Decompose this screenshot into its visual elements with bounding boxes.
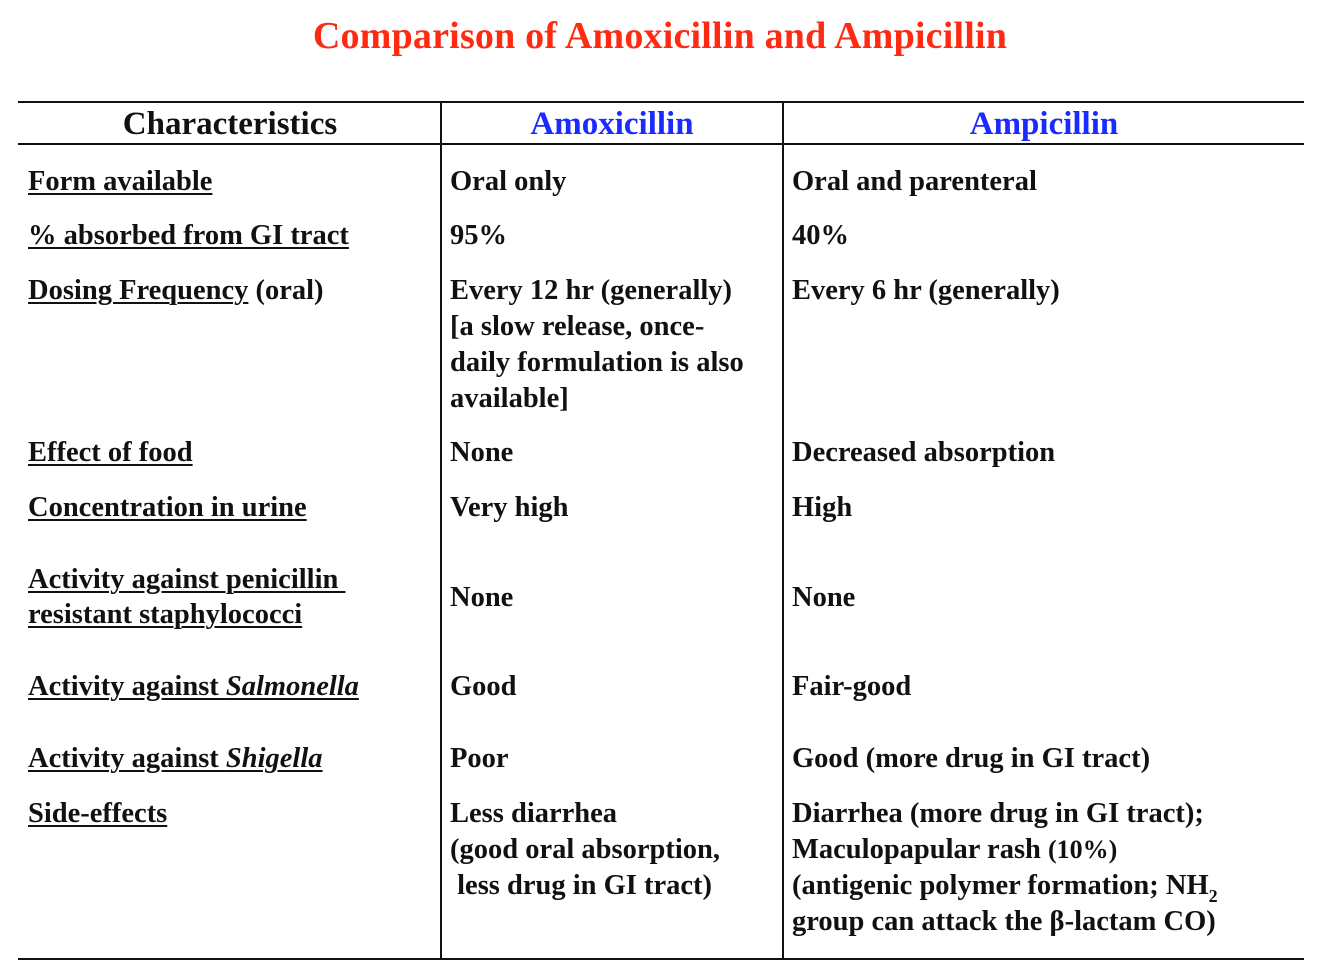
ampicillin-staph: None (792, 582, 856, 613)
amoxicillin-staph: None (450, 582, 514, 613)
ampicillin-side-effects-line-1: Diarrhea (more drug in GI tract); (792, 798, 1204, 829)
row-label-shigella (28, 741, 323, 777)
amoxicillin-food: None (450, 437, 514, 468)
ampicillin-food: Decreased absorption (792, 437, 1056, 468)
row-label-staph-line-1: Activity against penicillin (28, 564, 346, 595)
ampicillin-side-effects-line-2 (792, 832, 1117, 868)
ampicillin-shigella: Good (more drug in GI tract) (792, 743, 1151, 774)
ampicillin-side-effects-line-3 (792, 868, 1218, 906)
row-label-dosing-suffix: (oral) (248, 275, 324, 306)
table-top-border (18, 101, 1304, 103)
row-label-staph-line-2: resistant staphylococci (28, 599, 303, 630)
ampicillin-polymer-text: (antigenic polymer formation; NH (792, 870, 1209, 901)
row-label-urine: Concentration in urine (28, 492, 307, 523)
column-divider-1 (440, 101, 442, 960)
row-label-dosing (28, 273, 324, 309)
amoxicillin-side-effects-line-2: (good oral absorption, (450, 834, 720, 865)
ampicillin-form: Oral and parenteral (792, 166, 1037, 197)
row-label-shigella-prefix: Activity against (28, 743, 226, 774)
ampicillin-urine: High (792, 492, 853, 523)
row-label-salmonella (28, 669, 359, 705)
header-ampicillin: Ampicillin (969, 106, 1119, 142)
amoxicillin-absorbed: 95% (450, 220, 507, 251)
column-divider-2 (782, 101, 784, 960)
amoxicillin-salmonella: Good (450, 671, 517, 702)
row-label-dosing-main: Dosing Frequency (28, 275, 249, 306)
ampicillin-nh2-subscript: 2 (1208, 886, 1218, 906)
amoxicillin-dosing-line-1: Every 12 hr (generally) (450, 275, 733, 306)
row-label-shigella-organism: Shigella (225, 743, 323, 774)
ampicillin-side-effects-line-4: group can attack the β-lactam CO) (792, 906, 1216, 937)
amoxicillin-shigella: Poor (450, 743, 509, 774)
row-label-form: Form available (28, 166, 213, 197)
row-label-salmonella-prefix: Activity against (28, 671, 226, 702)
ampicillin-salmonella: Fair-good (792, 671, 912, 702)
row-label-side-effects: Side-effects (28, 798, 168, 829)
header-amoxicillin: Amoxicillin (530, 106, 694, 142)
row-label-absorbed: % absorbed from GI tract (28, 220, 349, 251)
ampicillin-rash-text: Maculopapular rash (792, 834, 1049, 865)
amoxicillin-dosing-line-2: [a slow release, once- (450, 311, 705, 342)
page-title: Comparison of Amoxicillin and Ampicillin (312, 15, 1008, 57)
row-label-food: Effect of food (28, 437, 193, 468)
ampicillin-dosing: Every 6 hr (generally) (792, 275, 1060, 306)
amoxicillin-form: Oral only (450, 166, 567, 197)
amoxicillin-urine: Very high (450, 492, 569, 523)
header-characteristics: Characteristics (122, 106, 338, 142)
amoxicillin-side-effects-line-3: less drug in GI tract) (450, 870, 713, 901)
ampicillin-absorbed: 40% (792, 220, 849, 251)
ampicillin-rash-percent: (10%) (1048, 835, 1118, 864)
amoxicillin-side-effects-line-1: Less diarrhea (450, 798, 618, 829)
table-bottom-border (18, 958, 1304, 960)
row-label-salmonella-organism: Salmonella (225, 671, 359, 702)
amoxicillin-dosing-line-3: daily formulation is also (450, 347, 744, 378)
amoxicillin-dosing-line-4: available] (450, 383, 569, 414)
